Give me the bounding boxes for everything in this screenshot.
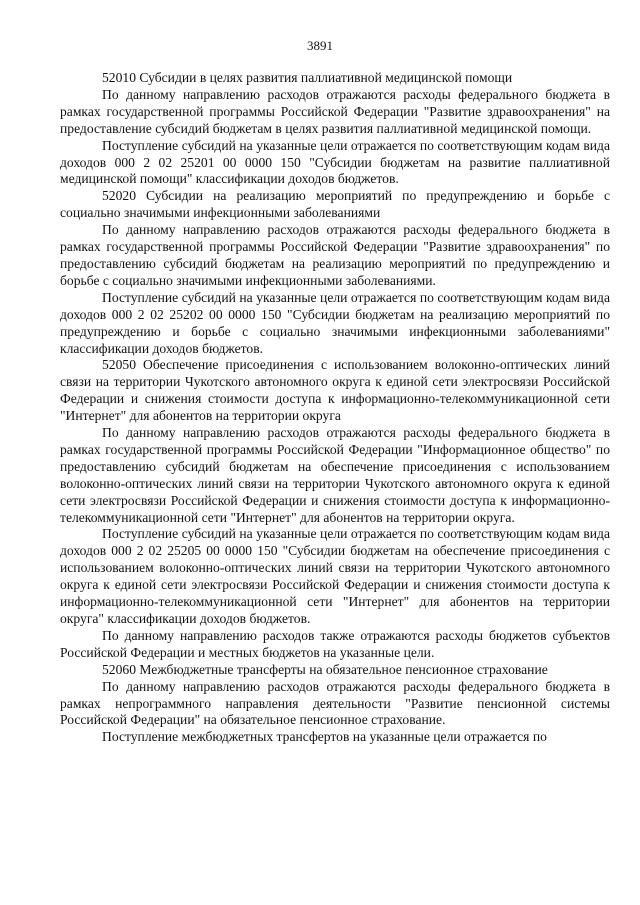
section-heading-52010: 52010 Субсидии в целях развития паллиативной медицинской помощи: [102, 70, 513, 85]
section-heading-52020: 52020 Субсидии на реализацию мероприятий по предупреждению и борьбе с социально значимыми инфекционными заболеваниями: [60, 188, 610, 221]
paragraph-52050-income-codes: Поступление субсидий на указанные цели отражается по соответствующим кодам вида доходов 000 2 02 25205 00 0000 150 "Субсидии бюджетам на обеспечение присоединения с использованием волоконно-оптических линий связи на территории Чукотского автономного округа к единой сети электросвязи Российской Федерации и снижения стоимости доступа к информационно-телекоммуникационной сети "Интернет" для абонентов на территории округа" классификации доходов бюджетов.: [60, 526, 610, 626]
paragraph-52050-description: По данному направлению расходов отражаются расходы федерального бюджета в рамках государственной программы Российской Федерации "Информационное общество" по предоставлению субсидий бюджетам на обеспечение присоединения с использованием волоконно-оптических линий связи на территории Чукотского автономного округа к единой сети электросвязи Российской Федерации и снижения стоимости доступа к информационно-телекоммуникационной сети "Интернет" для абонентов на территории округа.: [60, 425, 610, 525]
page-number: 3891: [307, 38, 333, 53]
section-heading-52050: 52050 Обеспечение присоединения с использованием волоконно-оптических линий связи на территории Чукотского автономного округа к единой сети электросвязи Российской Федерации и снижения стоимости доступа к информационно-телекоммуникационной сети "Интернет" для абонентов на территории округа: [60, 357, 610, 424]
paragraph-52020-income-codes: Поступление субсидий на указанные цели отражается по соответствующим кодам вида доходов 000 2 02 25202 00 0000 150 "Субсидии бюджетам на реализацию мероприятий по предупреждению и борьбе с социально значимыми инфекционными заболеваниями" классификации доходов бюджетов.: [60, 289, 610, 356]
paragraph-52020-description: По данному направлению расходов отражаются расходы федерального бюджета в рамках государственной программы Российской Федерации "Развитие здравоохранения" по предоставлению субсидий бюджетам на реализацию мероприятий по предупреждению и борьбе с социально значимыми инфекционными заболеваниями.: [60, 222, 610, 288]
paragraph-52060-description: По данному направлению расходов отражаются расходы федерального бюджета в рамках непрограммного направления деятельности "Развитие пенсионной системы Российской Федерации" на обязательное пенсионное страхование.: [60, 678, 610, 728]
paragraph-52050-regional-budgets: По данному направлению расходов также отражаются расходы бюджетов субъектов Российской Федерации и местных бюджетов на указанные цели.: [60, 627, 610, 660]
paragraph-52010-description: По данному направлению расходов отражаются расходы федерального бюджета в рамках государственной программы Российской Федерации "Развитие здравоохранения" на предоставление субсидий бюджетам в целях развития паллиативной медицинской помощи.: [60, 86, 610, 136]
document-body: [60, 70, 610, 746]
paragraph-52060-income-codes: Поступление межбюджетных трансфертов на указанные цели отражается по: [102, 729, 547, 745]
section-heading-52060: 52060 Межбюджетные трансферты на обязательное пенсионное страхование: [102, 661, 548, 677]
paragraph-52010-income-codes: Поступление субсидий на указанные цели отражается по соответствующим кодам вида доходов 000 2 02 25201 00 0000 150 "Субсидии бюджетам на развитие паллиативной медицинской помощи" классификации доходов бюджетов.: [60, 137, 610, 187]
